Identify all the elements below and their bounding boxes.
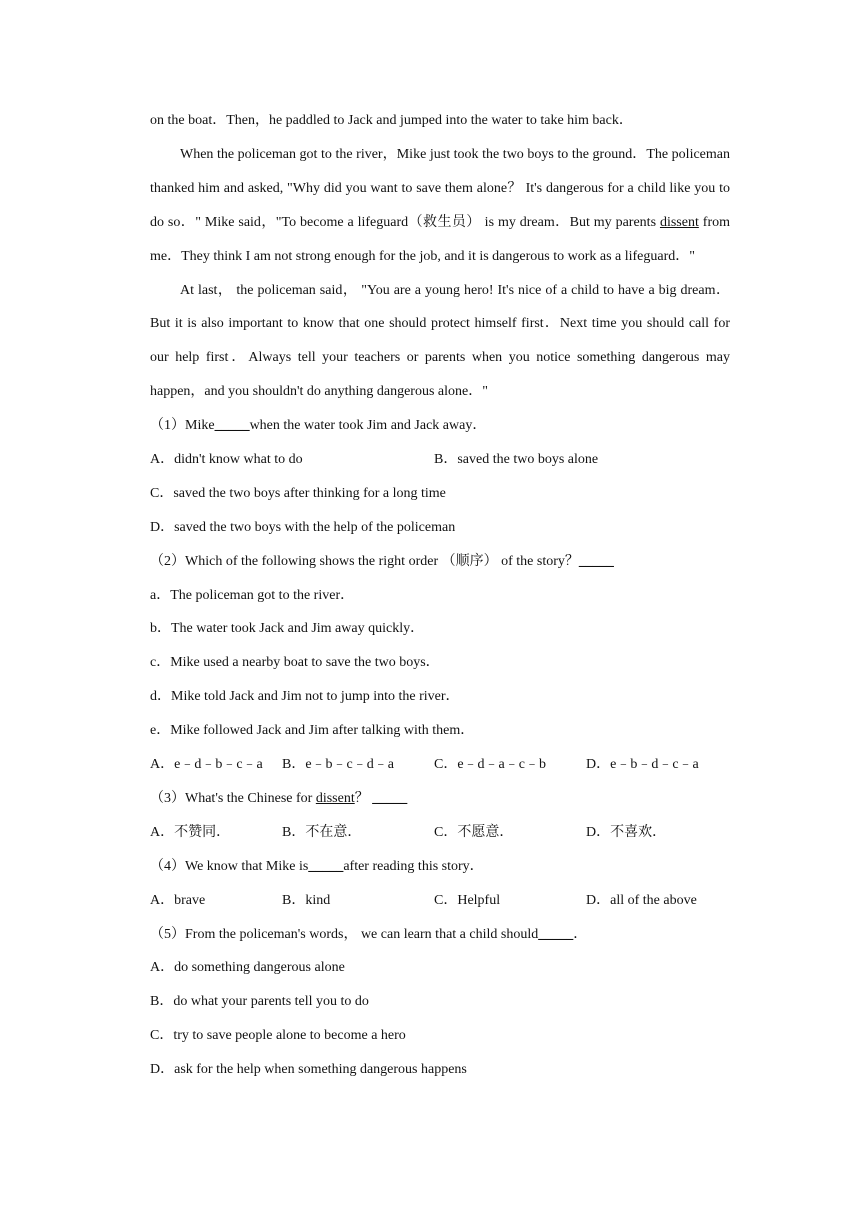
q3-answer-blank: _____ bbox=[372, 790, 408, 806]
q4-option-d: D．all of the above bbox=[586, 892, 697, 908]
q3-option-c: C．不愿意． bbox=[434, 824, 514, 840]
question-1-stem bbox=[150, 409, 730, 443]
q2-answer-blank: _____ bbox=[578, 553, 614, 569]
q4-option-a: A．brave bbox=[150, 892, 206, 908]
q2-option-b: B．e﹣b﹣c﹣d﹣a bbox=[282, 757, 394, 773]
question-3-options bbox=[150, 816, 730, 850]
paragraph-2-tail: from me．They think I am not strong enough for the job, and it is dangerous to work as a lifeguard．" bbox=[150, 214, 730, 264]
q1-option-b: B．saved the two boys alone bbox=[434, 452, 599, 468]
q1-stem-end: when the water took Jim and Jack away． bbox=[249, 418, 487, 434]
q5-option-d: D．ask for the help when something dangerous happens bbox=[150, 1062, 467, 1078]
question-2-options bbox=[150, 748, 730, 782]
paragraph-2-text: When the policeman got to the river，Mike just took the two boys to the ground．The policeman thanked him and asked, "Why did you want to save them alone？ It's dangerous for a child like you to do so．" Mike said，"To become a lifeguard（救生员） is my dream．But my parents bbox=[150, 146, 730, 230]
q3-stem-end: ？ bbox=[354, 790, 369, 806]
q2-option-a: A．e﹣d﹣b﹣c﹣a bbox=[150, 757, 263, 773]
q2-event-b: b．The water took Jack and Jim away quickly． bbox=[150, 621, 425, 637]
q4-stem-start: （4）We know that Mike is bbox=[150, 858, 309, 874]
question-1-options-ab bbox=[150, 443, 730, 477]
q3-option-a: A．不赞同． bbox=[150, 824, 231, 840]
q2-event-a: a．The policeman got to the river． bbox=[150, 587, 355, 603]
q5-stem-start: （5）From the policeman's words， we can learn that a child should bbox=[150, 926, 539, 942]
q1-option-a: A．didn't know what to do bbox=[150, 452, 303, 468]
q3-underlined-word: dissent bbox=[315, 790, 355, 806]
question-4-stem bbox=[150, 850, 730, 884]
q1-stem-start: （1）Mike bbox=[150, 418, 215, 434]
q3-stem-start: （3）What's the Chinese for bbox=[150, 790, 316, 806]
q2-option-d: D．e﹣b﹣d﹣c﹣a bbox=[586, 757, 699, 773]
q2-option-c: C．e﹣d﹣a﹣c﹣b bbox=[434, 757, 546, 773]
paragraph-3-text: At last， the policeman said， "You are a young hero! It's nice of a child to have a big dream．But it is also important to know that one should protect himself first．Next time you should call for our help first．Always tell your teachers or parents when you notice something dangerous may happen，and you shouldn't do anything dangerous alone．" bbox=[150, 282, 730, 400]
q2-stem-text: （2）Which of the following shows the right order （顺序） of the story？ bbox=[150, 553, 579, 569]
q5-answer-blank: _____ bbox=[538, 926, 574, 942]
q1-option-c: C．saved the two boys after thinking for a long time bbox=[150, 485, 446, 501]
q3-option-d: D．不喜欢． bbox=[586, 824, 667, 840]
passage-paragraph-3 bbox=[150, 274, 730, 410]
q2-event-c: c．Mike used a nearby boat to save the two boys． bbox=[150, 655, 440, 671]
q4-answer-blank: _____ bbox=[308, 858, 344, 874]
question-3-stem bbox=[150, 782, 730, 816]
q5-option-a: A．do something dangerous alone bbox=[150, 960, 345, 976]
q1-answer-blank: _____ bbox=[214, 418, 250, 434]
q5-option-c: C．try to save people alone to become a hero bbox=[150, 1028, 406, 1044]
q4-option-c: C．Helpful bbox=[434, 892, 501, 908]
document-page bbox=[150, 104, 730, 1087]
passage-paragraph-2 bbox=[150, 138, 730, 274]
q2-event-e: e．Mike followed Jack and Jim after talking with them． bbox=[150, 723, 475, 739]
question-4-options bbox=[150, 884, 730, 918]
q5-stem-end: ． bbox=[573, 926, 588, 942]
underlined-word-dissent: dissent bbox=[659, 214, 699, 230]
question-5-stem bbox=[150, 918, 730, 952]
passage-line-1: on the boat．Then，he paddled to Jack and jumped into the water to take him back． bbox=[150, 113, 633, 128]
q5-option-b: B．do what your parents tell you to do bbox=[150, 994, 369, 1010]
q1-option-d: D．saved the two boys with the help of the policeman bbox=[150, 519, 456, 535]
q4-option-b: B．kind bbox=[282, 892, 331, 908]
q3-option-b: B．不在意． bbox=[282, 824, 362, 840]
q4-stem-end: after reading this story． bbox=[343, 858, 484, 874]
question-2-stem bbox=[150, 545, 730, 579]
q2-event-d: d．Mike told Jack and Jim not to jump into the river． bbox=[150, 689, 460, 705]
